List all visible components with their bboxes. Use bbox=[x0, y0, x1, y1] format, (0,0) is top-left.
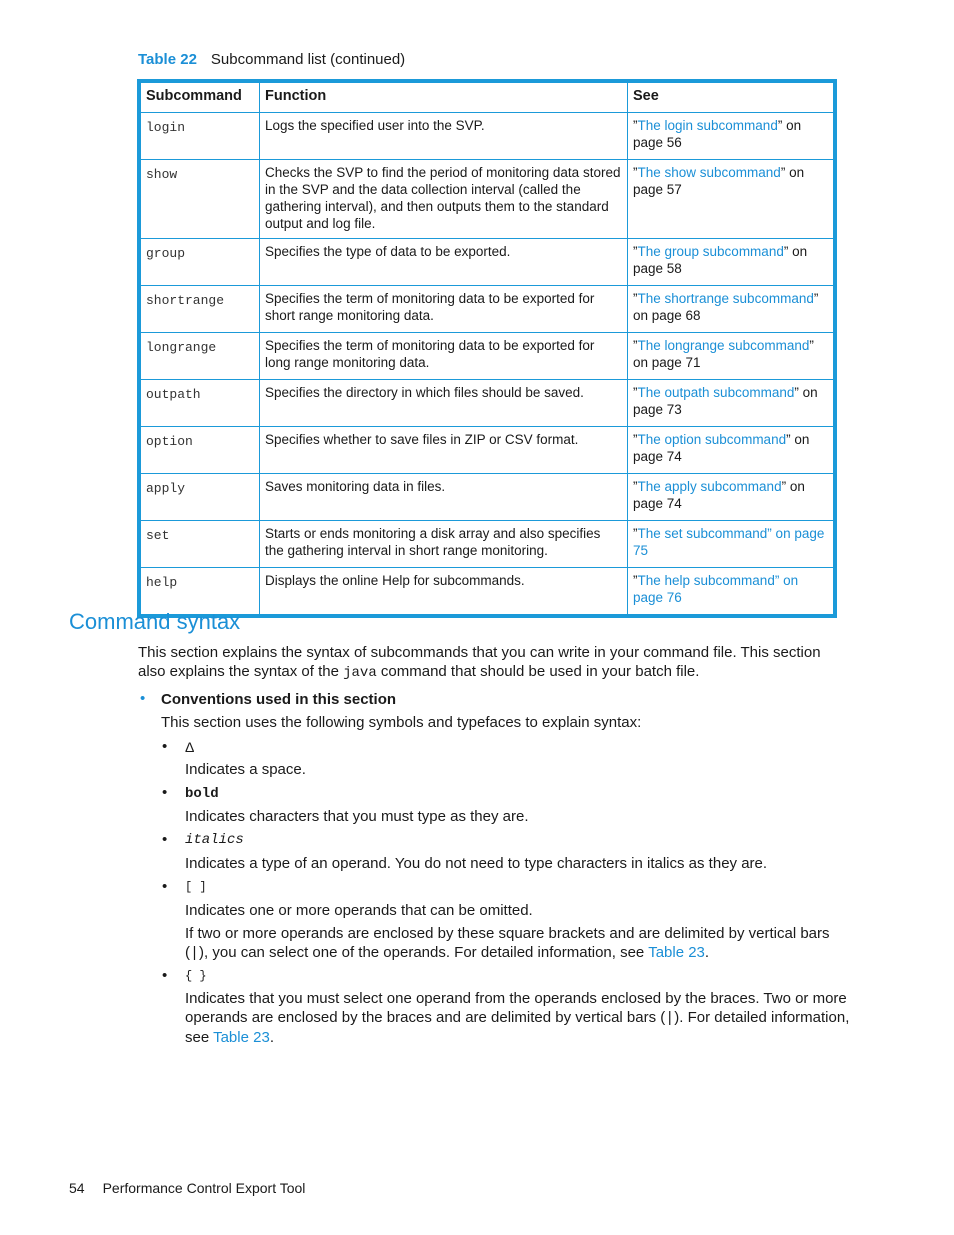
quote-open: ” bbox=[633, 432, 638, 447]
see-cell bbox=[628, 380, 834, 427]
brackets-text-c: . bbox=[704, 944, 710, 961]
table-row bbox=[141, 427, 834, 474]
see-cell bbox=[628, 286, 834, 333]
quote-open: ” bbox=[633, 165, 638, 180]
page-reference: ” on page 74 bbox=[633, 479, 805, 511]
bullet-marker: • bbox=[162, 784, 168, 801]
symbol-braces: { } bbox=[185, 969, 207, 983]
cross-reference-link[interactable]: The shortrange subcommand bbox=[637, 291, 814, 306]
subcommand-cell: shortrange bbox=[141, 286, 260, 333]
table-row bbox=[141, 474, 834, 521]
intro-text-b: command that should be used in your batch file. bbox=[376, 663, 700, 680]
symbol-bold: bold bbox=[185, 786, 219, 802]
quote-open: ” bbox=[633, 291, 638, 306]
subcommand-cell: outpath bbox=[141, 380, 260, 427]
brackets-text-b: ), you can select one of the operands. For detailed information, see bbox=[199, 944, 649, 961]
bullet-marker: • bbox=[140, 690, 146, 707]
table-caption bbox=[138, 50, 405, 70]
function-cell: Specifies the term of monitoring data to be exported for short range monitoring data. bbox=[260, 286, 628, 333]
page-reference: ” on page 71 bbox=[633, 338, 814, 370]
header-subcommand: Subcommand bbox=[141, 83, 260, 113]
quote-open: ” bbox=[633, 385, 638, 400]
symbol-italics: italics bbox=[185, 832, 244, 848]
bullet-marker: • bbox=[162, 967, 168, 984]
see-cell bbox=[628, 113, 834, 160]
table-row bbox=[141, 239, 834, 286]
quote-open: ” bbox=[633, 338, 638, 353]
function-cell: Saves monitoring data in files. bbox=[260, 474, 628, 521]
header-see: See bbox=[628, 83, 834, 113]
footer-title: Performance Control Export Tool bbox=[102, 1180, 306, 1196]
subcommand-cell: longrange bbox=[141, 333, 260, 380]
page-reference: ” on page 56 bbox=[633, 118, 802, 150]
brackets-text-a: If two or more operands are enclosed by these square brackets and are delimited by vertical bars ( bbox=[185, 925, 830, 961]
quote-open: ” bbox=[633, 573, 638, 588]
page-footer bbox=[69, 1180, 305, 1196]
table-row bbox=[141, 333, 834, 380]
table-23-link[interactable]: Table 23 bbox=[648, 944, 705, 961]
cross-reference-link[interactable]: The help subcommand” on page 76 bbox=[633, 573, 799, 605]
see-cell bbox=[628, 239, 834, 286]
function-cell: Specifies whether to save files in ZIP or CSV format. bbox=[260, 427, 628, 474]
function-cell: Logs the specified user into the SVP. bbox=[260, 113, 628, 160]
subcommand-table bbox=[137, 79, 837, 618]
quote-open: ” bbox=[633, 118, 638, 133]
function-cell: Specifies the term of monitoring data to be exported for long range monitoring data. bbox=[260, 333, 628, 380]
subcommand-cell: apply bbox=[141, 474, 260, 521]
table-number: Table 22 bbox=[138, 51, 197, 68]
quote-open: ” bbox=[633, 244, 638, 259]
symbol-bold-desc: Indicates characters that you must type as they are. bbox=[185, 808, 529, 825]
section-intro bbox=[138, 643, 848, 683]
see-cell bbox=[628, 521, 834, 568]
symbol-braces-desc bbox=[185, 989, 850, 1047]
cross-reference-link[interactable]: The apply subcommand bbox=[637, 479, 782, 494]
bullet-marker: • bbox=[162, 738, 168, 755]
conventions-intro: This section uses the following symbols and typefaces to explain syntax: bbox=[161, 714, 642, 731]
bullet-marker: • bbox=[162, 878, 168, 895]
vertical-bar: | bbox=[665, 1010, 675, 1027]
cross-reference-link[interactable]: The outpath subcommand bbox=[637, 385, 795, 400]
table-row bbox=[141, 113, 834, 160]
table-row bbox=[141, 380, 834, 427]
see-cell bbox=[628, 474, 834, 521]
table-row bbox=[141, 521, 834, 568]
subcommand-cell: set bbox=[141, 521, 260, 568]
see-cell bbox=[628, 427, 834, 474]
table-23-link[interactable]: Table 23 bbox=[213, 1029, 270, 1046]
page-reference: ” on page 73 bbox=[633, 385, 818, 417]
table-header-row bbox=[141, 83, 834, 113]
symbol-brackets: [ ] bbox=[185, 880, 207, 894]
symbol-italics-desc: Indicates a type of an operand. You do not need to type characters in italics as they are. bbox=[185, 855, 768, 872]
braces-text-b: ). For detailed information, see bbox=[185, 1009, 850, 1046]
table-row bbox=[141, 286, 834, 333]
symbol-brackets-desc: Indicates one or more operands that can be omitted. bbox=[185, 902, 533, 919]
cross-reference-link[interactable]: The show subcommand bbox=[637, 165, 781, 180]
page-reference: ” on page 58 bbox=[633, 244, 808, 276]
table-row bbox=[141, 160, 834, 239]
see-cell bbox=[628, 160, 834, 239]
symbol-space: Δ bbox=[185, 739, 195, 755]
intro-code: java bbox=[343, 665, 377, 681]
subcommand-cell: show bbox=[141, 160, 260, 239]
cross-reference-link[interactable]: The group subcommand bbox=[637, 244, 784, 259]
header-function: Function bbox=[260, 83, 628, 113]
symbol-brackets-extra bbox=[185, 924, 850, 963]
page-number: 54 bbox=[69, 1180, 85, 1196]
subcommand-cell: login bbox=[141, 113, 260, 160]
function-cell: Starts or ends monitoring a disk array and also specifies the gathering interval in short range monitoring. bbox=[260, 521, 628, 568]
subcommand-cell: option bbox=[141, 427, 260, 474]
function-cell: Checks the SVP to find the period of monitoring data stored in the SVP and the data collection interval (called the gathering interval), and then outputs them to the standard output and log file. bbox=[260, 160, 628, 239]
function-cell: Specifies the directory in which files should be saved. bbox=[260, 380, 628, 427]
intro-text-a: This section explains the syntax of subcommands that you can write in your command file. This section also explains the syntax of the bbox=[138, 644, 821, 680]
function-cell: Displays the online Help for subcommands. bbox=[260, 568, 628, 615]
table-row bbox=[141, 568, 834, 615]
see-cell bbox=[628, 568, 834, 615]
page-reference: ” on page 68 bbox=[633, 291, 819, 323]
quote-open: ” bbox=[633, 526, 638, 541]
function-cell: Specifies the type of data to be exported. bbox=[260, 239, 628, 286]
quote-open: ” bbox=[633, 479, 638, 494]
subcommand-cell: help bbox=[141, 568, 260, 615]
bullet-marker: • bbox=[162, 831, 168, 848]
symbol-space-desc: Indicates a space. bbox=[185, 761, 306, 778]
cross-reference-link[interactable]: The login subcommand bbox=[637, 118, 778, 133]
subcommand-cell: group bbox=[141, 239, 260, 286]
see-cell bbox=[628, 333, 834, 380]
braces-text-c: . bbox=[269, 1029, 274, 1046]
section-heading: Command syntax bbox=[69, 609, 241, 634]
braces-text-a: Indicates that you must select one operand from the operands enclosed by the braces. Two or more operands are enclosed by the braces and are delimited by vertical bars ( bbox=[185, 990, 847, 1026]
page-reference: ” on page 57 bbox=[633, 165, 805, 197]
table-title: Subcommand list (continued) bbox=[210, 51, 406, 68]
page-reference: ” on page 74 bbox=[633, 432, 810, 464]
vertical-bar: | bbox=[190, 945, 200, 962]
cross-reference-link[interactable]: The longrange subcommand bbox=[637, 338, 810, 353]
cross-reference-link[interactable]: The option subcommand bbox=[637, 432, 787, 447]
conventions-heading: Conventions used in this section bbox=[161, 691, 397, 708]
cross-reference-link[interactable]: The set subcommand” on page 75 bbox=[633, 526, 825, 558]
